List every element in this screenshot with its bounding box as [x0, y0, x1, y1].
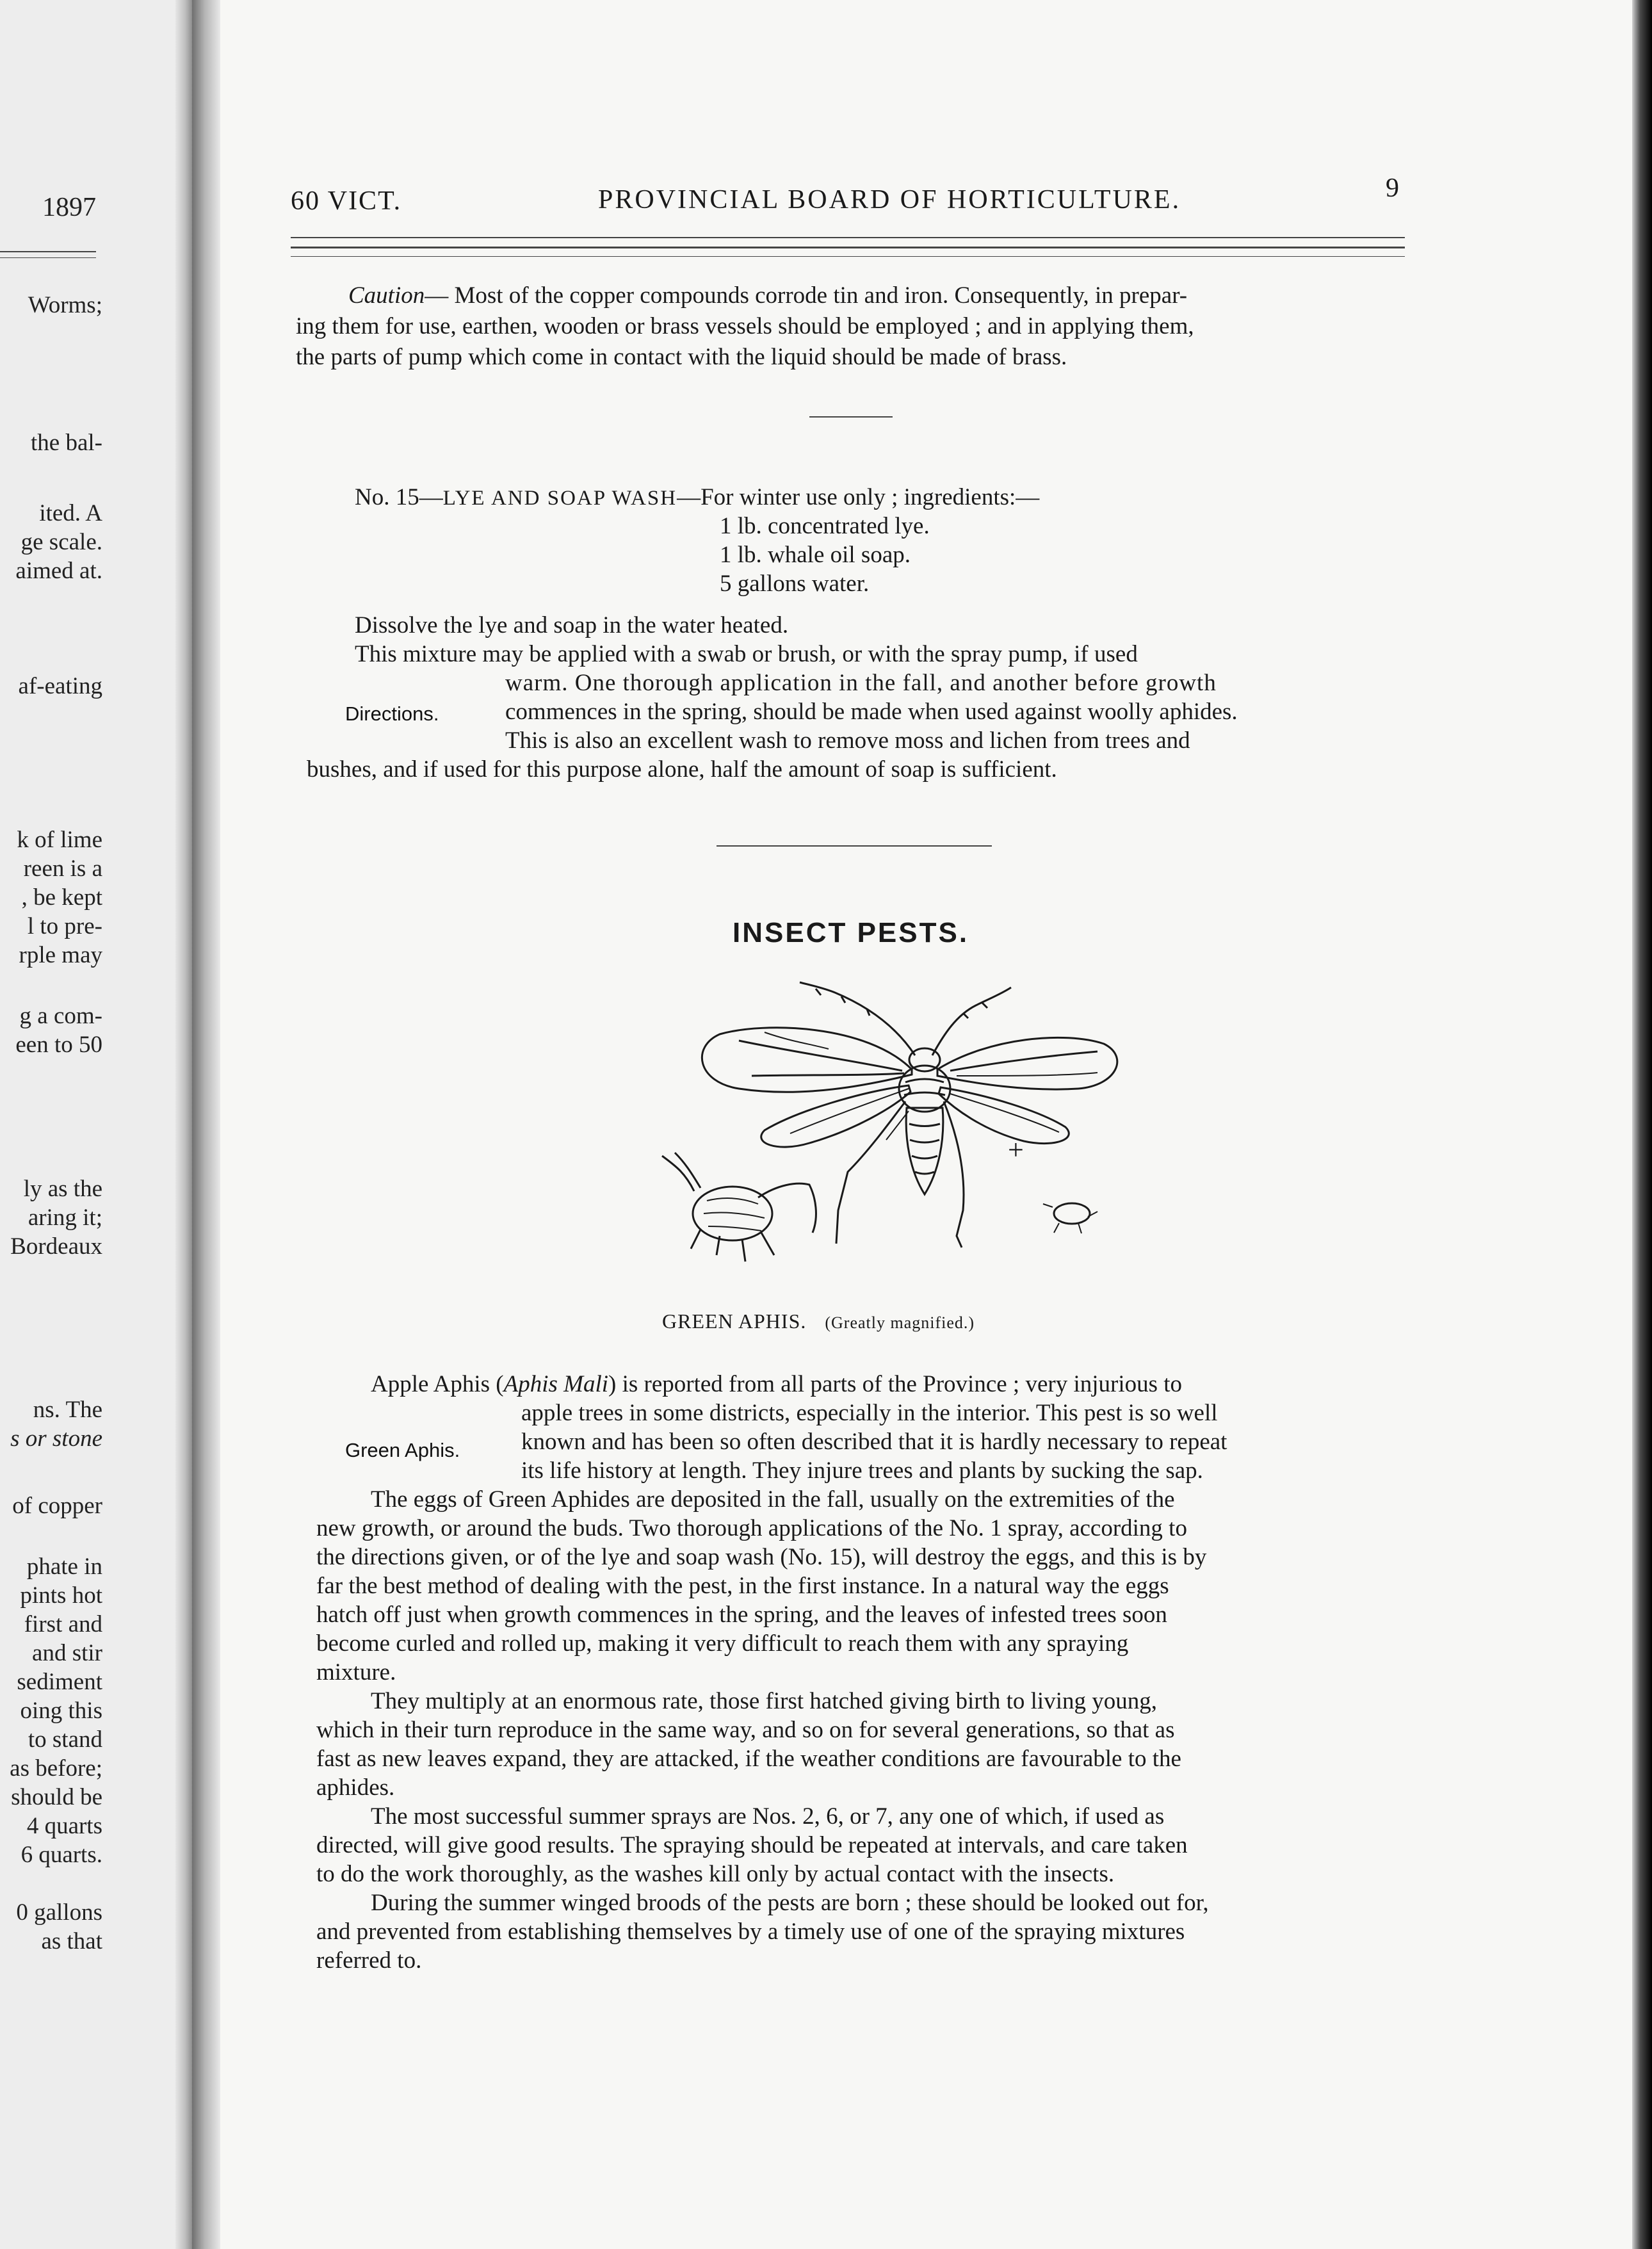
header-rule-thin: [291, 256, 1405, 257]
scientific-name: Aphis Mali: [503, 1371, 609, 1397]
left-header-rule-2: [0, 257, 96, 258]
left-page-sliver: [0, 0, 192, 2249]
page-number: 9: [1386, 174, 1400, 203]
directions-line: commences in the spring, should be made when used against woolly aphides.: [505, 699, 1238, 725]
aphis-line: and prevented from establishing themselves by a timely use of one of the spraying mixtures: [316, 1919, 1185, 1945]
left-header-rule: [0, 251, 96, 252]
left-fragment: g a com-: [19, 1003, 102, 1029]
directions-line: bushes, and if used for this purpose alone, half the amount of soap is sufficient.: [307, 756, 1057, 783]
aphis-line: During the summer winged broods of the pests are born ; these should be looked out for,: [371, 1890, 1209, 1916]
left-fragment: Bordeaux: [10, 1233, 102, 1260]
figure-caption-note: (Greatly magnified.): [825, 1313, 975, 1332]
ingredient: 5 gallons water.: [720, 571, 870, 597]
section-divider-long: [717, 845, 992, 847]
aphis-line: which in their turn reproduce in the same way, and so on for several generations, so that as: [316, 1717, 1175, 1743]
recipe-intro: —For winter use only ; ingredients:—: [677, 484, 1040, 510]
recipe-title: LYE AND SOAP WASH: [442, 487, 677, 510]
left-fragment: sediment: [17, 1669, 102, 1695]
scale-mark: +: [1008, 1134, 1024, 1165]
aphis-line: its life history at length. They injure trees and plants by sucking the sap.: [521, 1457, 1203, 1484]
left-fragment: oing this: [20, 1698, 102, 1724]
aphis-line: become curled and rolled up, making it very difficult to reach them with any spraying: [316, 1630, 1129, 1657]
left-fragment: aring it;: [28, 1205, 102, 1231]
aphis-line: new growth, or around the buds. Two thorough applications of the No. 1 spray, according to: [316, 1515, 1187, 1541]
directions-line: warm. One thorough application in the fall, and another before growth: [505, 670, 1217, 696]
ingredient: 1 lb. concentrated lye.: [720, 513, 930, 539]
aphis-line: known and has been so often described that it is hardly necessary to repeat: [521, 1429, 1227, 1455]
left-fragment: of copper: [12, 1493, 102, 1519]
left-fragment: ited. A: [39, 500, 102, 526]
left-fragment: 6 quarts.: [20, 1842, 102, 1868]
left-fragment: , be kept: [21, 884, 102, 911]
left-fragment: pints hot: [20, 1582, 102, 1609]
left-fragment: s or stone: [10, 1425, 102, 1452]
aphis-line: hatch off just when growth commences in the spring, and the leaves of infested trees soon: [316, 1602, 1167, 1628]
aphis-line: to do the work thoroughly, as the washes kill only by actual contact with the insects.: [316, 1861, 1115, 1887]
header-session: 60 VICT.: [291, 186, 402, 216]
header-title: PROVINCIAL BOARD OF HORTICULTURE.: [598, 185, 1181, 215]
left-fragment: phate in: [26, 1554, 102, 1580]
aphis-line: apple trees in some districts, especially in the interior. This pest is so well: [521, 1400, 1218, 1426]
recipe-number: No. 15—: [355, 484, 443, 510]
directions-line: This is also an excellent wash to remove moss and lichen from trees and: [505, 727, 1190, 754]
left-fragment: 0 gallons: [16, 1899, 102, 1926]
left-fragment: 4 quarts: [26, 1813, 102, 1839]
aphis-line: aphides.: [316, 1774, 395, 1801]
page-edge-shadow: [1632, 0, 1652, 2249]
caution-label: Caution: [348, 282, 425, 309]
left-fragment: aimed at.: [15, 558, 102, 584]
caution-line: Caution— Most of the copper compounds corrode tin and iron. Consequently, in prepar-: [348, 282, 1188, 309]
aphis-line: referred to.: [316, 1947, 422, 1974]
aphis-line: directed, will give good results. The spraying should be repeated at intervals, and care taken: [316, 1832, 1188, 1858]
left-page-year: 1897: [42, 193, 96, 222]
left-fragment: reen is a: [23, 856, 102, 882]
book-gutter: [192, 0, 220, 2249]
aphis-line: mixture.: [316, 1659, 396, 1685]
ingredient: 1 lb. whale oil soap.: [720, 542, 911, 568]
figure-caption: [662, 1310, 975, 1333]
directions-line: This mixture may be applied with a swab or brush, or with the spray pump, if used: [355, 641, 1138, 667]
green-aphis-illustration: [656, 980, 1181, 1281]
aphis-line: They multiply at an enormous rate, those first hatched giving birth to living young,: [371, 1688, 1157, 1714]
directions-line: Dissolve the lye and soap in the water heated.: [355, 612, 789, 638]
aphis-line: Apple Aphis (Aphis Mali) is reported from all parts of the Province ; very injurious to: [371, 1371, 1183, 1397]
left-fragment: af-eating: [18, 673, 102, 699]
left-fragment: k of lime: [17, 827, 102, 853]
book-page: [220, 0, 1632, 2249]
directions-side-label: Directions.: [345, 702, 439, 725]
left-fragment: should be: [11, 1784, 102, 1810]
caution-line: the parts of pump which come in contact with the liquid should be made of brass.: [296, 344, 1067, 370]
section-heading: INSECT PESTS.: [733, 917, 969, 948]
left-fragment: as that: [41, 1928, 102, 1954]
left-fragment: the bal-: [31, 430, 102, 456]
left-fragment: een to 50: [15, 1032, 102, 1058]
header-rule-bottom: [291, 247, 1405, 248]
left-fragment: ge scale.: [20, 529, 102, 555]
aphis-side-label: Green Aphis.: [345, 1439, 460, 1461]
left-fragment: ly as the: [23, 1176, 102, 1202]
aphis-line: the directions given, or of the lye and soap wash (No. 15), will destroy the eggs, and this is by: [316, 1544, 1207, 1570]
aphis-line: The eggs of Green Aphides are deposited in the fall, usually on the extremities of the: [371, 1486, 1175, 1513]
left-fragment: ns. The: [33, 1397, 102, 1423]
left-fragment: rple may: [19, 942, 102, 968]
left-fragment: as before;: [10, 1755, 102, 1782]
aphis-line: The most successful summer sprays are Nos. 2, 6, or 7, any one of which, if used as: [371, 1803, 1165, 1830]
left-fragment: l to pre-: [27, 913, 102, 939]
left-fragment: to stand: [28, 1726, 102, 1753]
recipe-title-line: [355, 483, 1039, 511]
aphis-line: far the best method of dealing with the pest, in the first instance. In a natural way the eggs: [316, 1573, 1169, 1599]
section-divider-short: [809, 416, 893, 418]
aphis-line: fast as new leaves expand, they are attacked, if the weather conditions are favourable to the: [316, 1746, 1181, 1772]
figure-caption-title: GREEN APHIS.: [662, 1310, 807, 1333]
left-page-fold-shadow: [175, 0, 192, 2249]
left-fragment: and stir: [32, 1640, 102, 1666]
left-fragment: Worms;: [28, 292, 102, 318]
caution-line: ing them for use, earthen, wooden or brass vessels should be employed ; and in applying them,: [296, 313, 1194, 339]
left-fragment: first and: [24, 1611, 102, 1637]
header-rule-top: [291, 237, 1405, 238]
